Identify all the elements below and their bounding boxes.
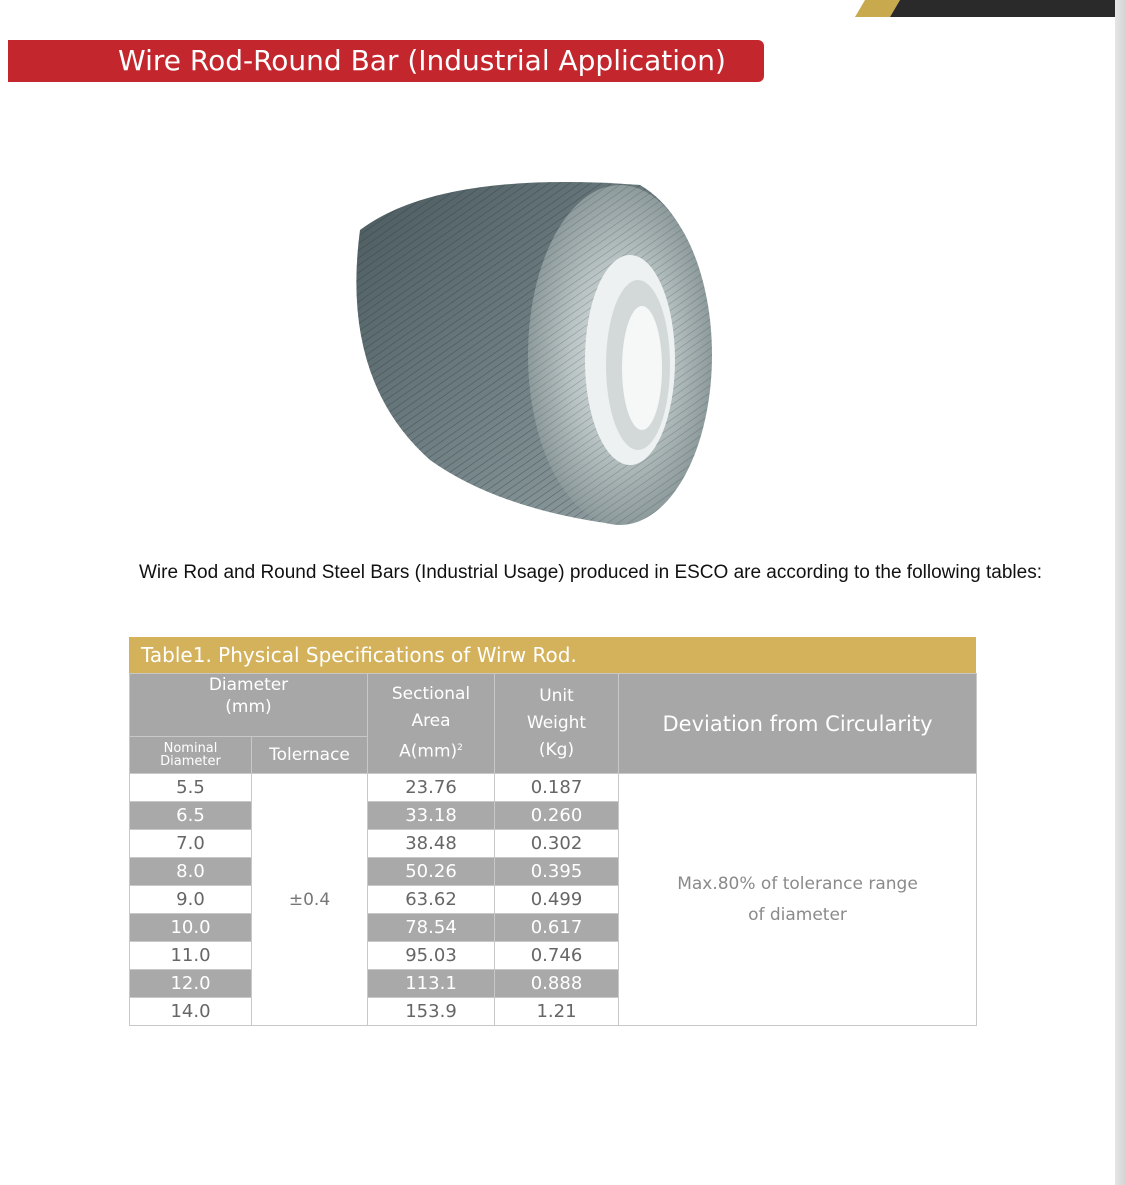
intro-text: Wire Rod and Round Steel Bars (Industrial Usage) produced in ESCO are according to the following tables: <box>139 562 1042 583</box>
cell-nominal: 6.5 <box>130 802 252 830</box>
header-sectional-area: Sectional Area A(mm)$^2$ <box>368 674 495 774</box>
corner-decoration <box>845 0 1115 17</box>
cell-area: 50.26 <box>368 858 495 886</box>
cell-area: 33.18 <box>368 802 495 830</box>
cell-weight: 0.746 <box>495 942 619 970</box>
cell-area: 78.54 <box>368 914 495 942</box>
specifications-table <box>129 673 977 1026</box>
page-title: Wire Rod-Round Bar (Industrial Application) <box>118 44 726 77</box>
cell-deviation: Max.80% of tolerance range of diameter <box>619 774 977 1026</box>
cell-weight: 0.888 <box>495 970 619 998</box>
cell-nominal: 9.0 <box>130 886 252 914</box>
cell-nominal: 12.0 <box>130 970 252 998</box>
wire-rod-coil-image <box>320 160 740 540</box>
header-diameter: Diameter (mm) <box>130 674 368 737</box>
cell-area: 38.48 <box>368 830 495 858</box>
cell-weight: 1.21 <box>495 998 619 1026</box>
cell-weight: 0.187 <box>495 774 619 802</box>
header-unit-weight: Unit Weight (Kg) <box>495 674 619 774</box>
cell-weight: 0.260 <box>495 802 619 830</box>
header-tolerance: Tolernace <box>252 737 368 774</box>
page-edge <box>1115 0 1125 1185</box>
header-nominal-diameter: Nominal Diameter <box>130 737 252 774</box>
cell-area: 95.03 <box>368 942 495 970</box>
dark-stripe <box>890 0 1115 17</box>
cell-nominal: 8.0 <box>130 858 252 886</box>
cell-area: 63.62 <box>368 886 495 914</box>
cell-area: 113.1 <box>368 970 495 998</box>
table-row <box>130 774 977 802</box>
cell-weight: 0.302 <box>495 830 619 858</box>
coil-hole-core <box>622 306 662 430</box>
header-deviation: Deviation from Circularity <box>619 674 977 774</box>
cell-nominal: 10.0 <box>130 914 252 942</box>
cell-nominal: 5.5 <box>130 774 252 802</box>
table-title-bar <box>129 637 976 673</box>
table-title: Table1. Physical Specifications of Wirw Rod. <box>141 643 577 667</box>
cell-nominal: 7.0 <box>130 830 252 858</box>
cell-nominal: 14.0 <box>130 998 252 1026</box>
cell-weight: 0.499 <box>495 886 619 914</box>
cell-weight: 0.395 <box>495 858 619 886</box>
cell-tolerance: ±0.4 <box>252 774 368 1026</box>
title-banner <box>8 40 764 82</box>
cell-nominal: 11.0 <box>130 942 252 970</box>
cell-area: 23.76 <box>368 774 495 802</box>
cell-area: 153.9 <box>368 998 495 1026</box>
cell-weight: 0.617 <box>495 914 619 942</box>
